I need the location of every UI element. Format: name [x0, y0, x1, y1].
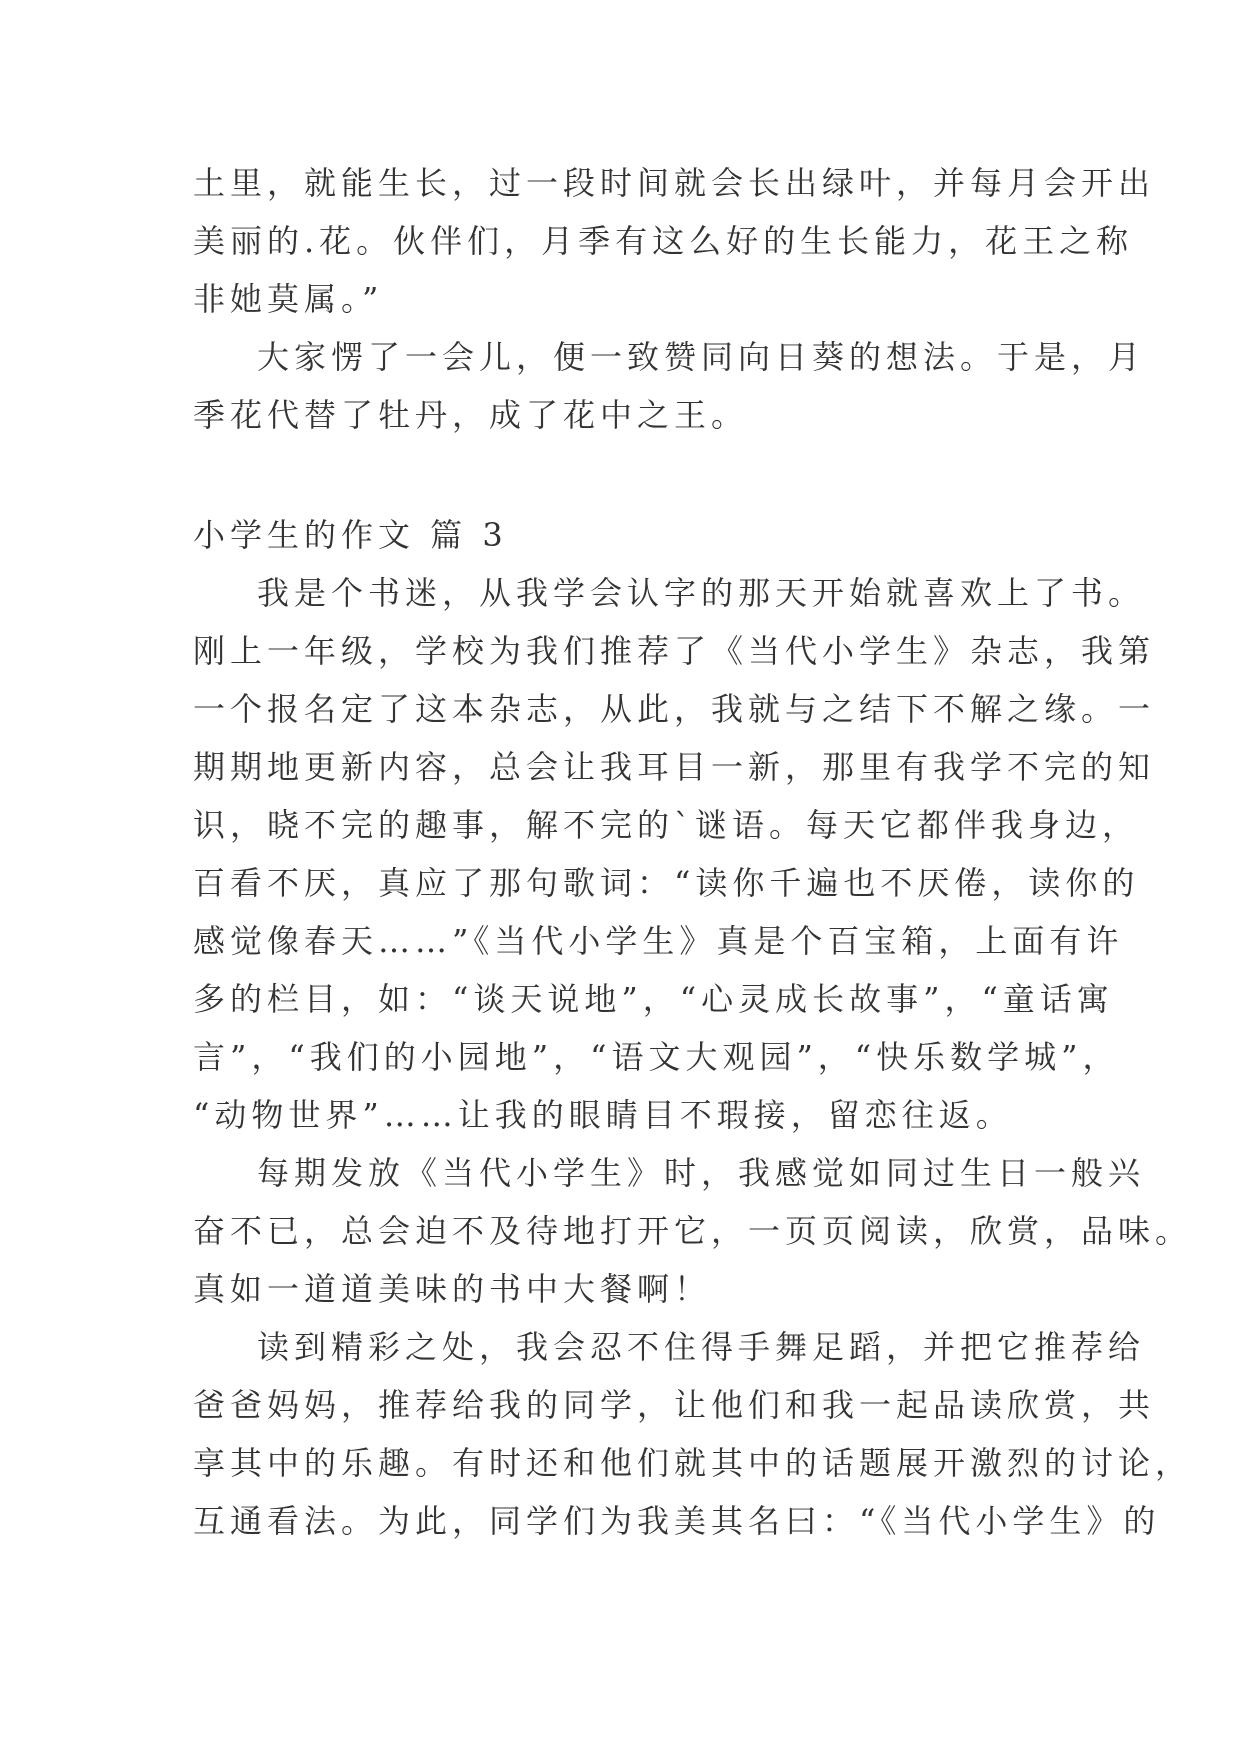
section-heading: 小学生的作文 篇 3	[193, 516, 508, 554]
paragraph	[193, 564, 1156, 1144]
document-page	[193, 154, 1193, 1550]
text-line: 美丽的.花。伙伴们，月季有这么好的生长能力，花王之称	[193, 222, 1134, 260]
text-line: 多的栏目，如：“谈天说地”，“心灵成长故事”，“童话寓	[193, 980, 1114, 1018]
text-line: 非她莫属。”	[193, 280, 384, 318]
text-line: 每期发放《当代小学生》时，我感觉如同过生日一般兴	[257, 1154, 1146, 1192]
text-line: 土里，就能生长，过一段时间就会长出绿叶，并每月会开出	[193, 164, 1156, 202]
paragraph	[193, 328, 1146, 444]
paragraph	[193, 1144, 1193, 1318]
text-line: 大家愣了一会儿，便一致赞同向日葵的想法。于是，月	[257, 338, 1146, 376]
text-line: 我是个书迷，从我学会认字的那天开始就喜欢上了书。	[257, 574, 1146, 612]
text-line: 期期地更新内容，总会让我耳目一新，那里有我学不完的知	[193, 748, 1156, 786]
text-line: 真如一道道美味的书中大餐啊！	[193, 1270, 712, 1308]
text-line: 爸爸妈妈，推荐给我的同学，让他们和我一起品读欣赏，共	[193, 1386, 1156, 1424]
text-line: 言”，“我们的小园地”，“语文大观园”，“快乐数学城”，	[193, 1038, 1120, 1076]
text-line: 季花代替了牡丹，成了花中之王。	[193, 396, 749, 434]
text-line: “动物世界”……让我的眼睛目不瑕接，留恋往返。	[193, 1096, 1013, 1134]
paragraph	[193, 154, 1156, 328]
text-line: 刚上一年级，学校为我们推荐了《当代小学生》杂志，我第	[193, 632, 1156, 670]
text-line: 感觉像春天……”《当代小学生》真是个百宝箱，上面有许	[193, 922, 1124, 960]
text-line: 享其中的乐趣。有时还和他们就其中的话题展开激烈的讨论，	[193, 1444, 1193, 1482]
text-line: 互通看法。为此，同学们为我美其名曰：“《当代小学生》的	[193, 1502, 1161, 1540]
text-line: 奋不已，总会迫不及待地打开它，一页页阅读，欣赏，品味。	[193, 1212, 1193, 1250]
paragraph	[193, 1318, 1193, 1550]
text-line: 百看不厌，真应了那句歌词：“读你千遍也不厌倦，读你的	[193, 864, 1140, 902]
text-line: 一个报名定了这本杂志，从此，我就与之结下不解之缘。一	[193, 690, 1156, 728]
section-spacer	[193, 444, 1053, 506]
text-line: 读到精彩之处，我会忍不住得手舞足蹈，并把它推荐给	[257, 1328, 1146, 1366]
text-line: 识，晓不完的趣事，解不完的`谜语。每天它都伴我身边，	[193, 806, 1140, 844]
